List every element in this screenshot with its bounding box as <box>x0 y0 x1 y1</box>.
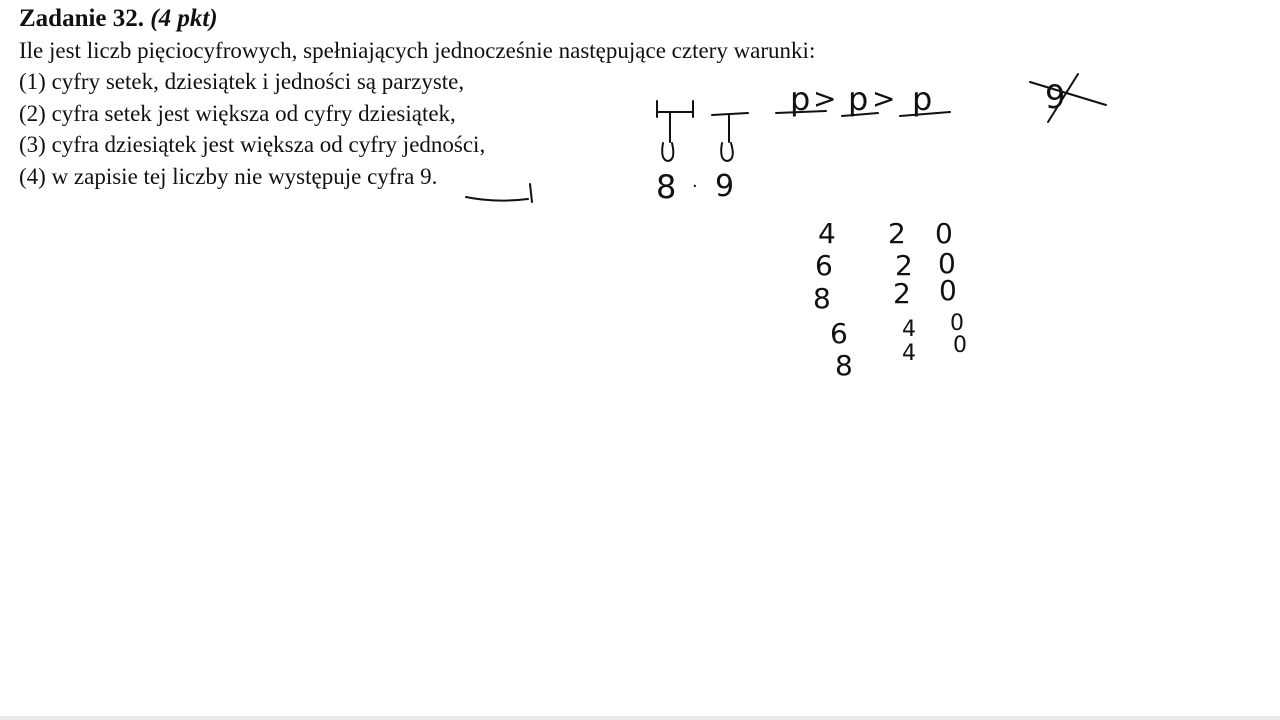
triple-4-hundreds: 6 <box>830 317 848 350</box>
triple-1-hundreds: 4 <box>818 217 836 250</box>
tens-thousands-choices: 9 <box>715 169 735 204</box>
triple-4-tens: 4 <box>902 317 916 342</box>
triple-1-units: 0 <box>935 217 953 250</box>
condition-3: (3) cyfra dziesiątek jest większa od cyfry jedności, <box>19 132 486 157</box>
relation-p-2: p <box>848 80 869 118</box>
triple-4-units: 0 <box>950 311 964 336</box>
condition-2: (2) cyfra setek jest większa od cyfry dziesiątek, <box>19 100 456 126</box>
triple-5-hundreds: 8 <box>835 349 853 382</box>
condition-4: (4) w zapisie tej liczby nie występuje cyfra 9. <box>19 163 438 189</box>
condition-1: (1) cyfry setek, dziesiątek i jedności są parzyste, <box>19 69 465 94</box>
triple-5-units: 0 <box>953 333 967 358</box>
problem-statement <box>19 3 815 192</box>
triple-5-tens: 4 <box>902 341 916 366</box>
triple-2-units: 0 <box>938 247 956 280</box>
triples-list <box>813 217 967 382</box>
triple-1-tens: 2 <box>888 217 906 250</box>
cross-out-strokes <box>1030 74 1106 122</box>
choices-separator: · <box>692 176 698 197</box>
triple-2-tens: 2 <box>895 249 913 282</box>
problem-heading <box>19 3 815 35</box>
crossed-digit: 9 <box>1045 78 1066 116</box>
relation-gt-1: > <box>813 82 837 115</box>
relation-p-1: p <box>790 80 811 118</box>
triple-2-hundreds: 6 <box>815 249 833 282</box>
triple-3-units: 0 <box>939 274 957 307</box>
problem-title: Zadanie 32. <box>19 5 145 32</box>
triple-3-hundreds: 8 <box>813 282 831 315</box>
problem-points: (4 pkt) <box>150 5 218 32</box>
triple-3-tens: 2 <box>893 277 911 310</box>
relation-p-3: p <box>912 80 933 118</box>
thousands-choices: 8 <box>656 168 677 206</box>
relation-gt-2: > <box>872 82 896 115</box>
problem-question: Ile jest liczb pięciocyfrowych, spełniających jednocześnie następujące cztery warunki: <box>19 37 816 63</box>
page-bottom-edge <box>0 716 1280 720</box>
